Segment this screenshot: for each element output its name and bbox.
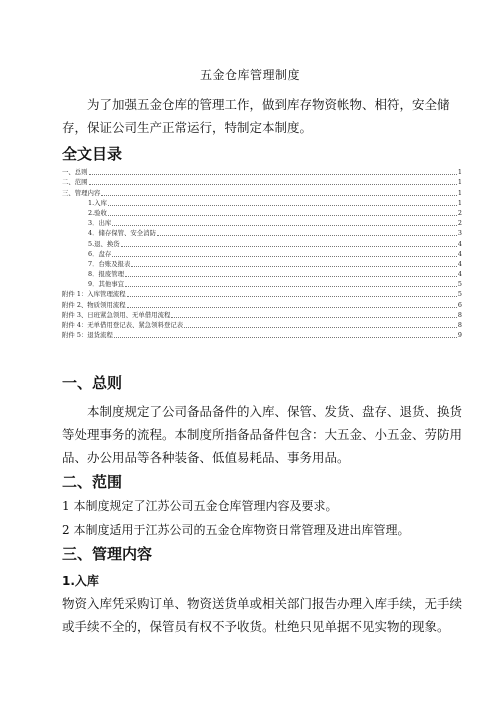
toc-leader-dots bbox=[157, 235, 457, 236]
toc-entry-label: 2.验收 bbox=[88, 208, 107, 217]
toc-entry-label: 6．盘存 bbox=[88, 249, 112, 258]
toc-entry-page: 8 bbox=[457, 321, 462, 329]
toc-entry[interactable] bbox=[62, 187, 462, 197]
toc-entry-page: 9 bbox=[457, 331, 462, 340]
toc-entry-page: 1 bbox=[457, 188, 462, 197]
toc-entry[interactable] bbox=[62, 279, 462, 289]
toc-entry-label: 附件 2、物质领用流程 bbox=[62, 300, 126, 309]
toc-entry[interactable] bbox=[62, 218, 462, 228]
toc-entry-label: 4．储存保管、安全消防 bbox=[88, 229, 156, 238]
section-2-heading: 二、范围 bbox=[62, 473, 123, 491]
toc-leader-dots bbox=[112, 256, 457, 257]
toc-leader-dots bbox=[131, 266, 457, 267]
toc-entry[interactable] bbox=[62, 269, 462, 279]
section-2-item-1: 1 本制度规定了江苏公司五金仓库管理内容及要求。 bbox=[62, 499, 338, 513]
toc-entry-label: 1.入库 bbox=[88, 198, 107, 207]
toc-entry-page: 4 bbox=[457, 270, 462, 279]
toc-entry-page: 2 bbox=[457, 208, 462, 217]
toc-leader-dots bbox=[89, 184, 457, 185]
toc-heading: 全文目录 bbox=[62, 145, 123, 163]
toc-entry-page: 4 bbox=[457, 249, 462, 258]
toc-leader-dots bbox=[127, 296, 457, 297]
toc-entry-page: 1 bbox=[457, 168, 462, 177]
intro-paragraph: 为了加强五金仓库的管理工作，做到库存物资帐物、相符，安全储存，保证公司生产正常运行，特制定本制度。 bbox=[62, 97, 450, 135]
toc-leader-dots bbox=[108, 215, 457, 216]
toc-entry[interactable] bbox=[62, 198, 462, 208]
toc-entry[interactable] bbox=[62, 167, 462, 177]
document-title: 五金仓库管理制度 bbox=[199, 68, 300, 82]
toc-entry-label: 三、管理内容 bbox=[62, 188, 101, 197]
toc-entry-label: 附件 3、日班紧急领用、无单借用流程 bbox=[62, 310, 171, 319]
toc-entry[interactable] bbox=[62, 228, 462, 238]
toc-entry-page: 1 bbox=[457, 198, 462, 207]
toc-entry[interactable] bbox=[62, 177, 462, 187]
toc-entry-page: 8 bbox=[457, 310, 462, 319]
section-3-sub-1-body: 物资入库凭采购订单、物资送货单或相关部门报告办理入库手续，无手续或手续不全的，保管员有权不予收货。杜绝只见单据不见实物的现象。 bbox=[62, 596, 463, 634]
toc-entry-label: 一、总则 bbox=[62, 168, 88, 177]
toc-entry[interactable] bbox=[62, 289, 462, 299]
toc-entry[interactable] bbox=[62, 249, 462, 259]
toc-leader-dots bbox=[171, 317, 457, 318]
toc-entry[interactable] bbox=[62, 238, 462, 248]
toc-entry-page: 5 bbox=[457, 280, 462, 289]
toc-entry-page: 5 bbox=[457, 290, 462, 299]
toc-entry-page: 1 bbox=[457, 178, 462, 187]
toc-leader-dots bbox=[125, 286, 457, 287]
toc-entry[interactable] bbox=[62, 299, 462, 309]
toc-entry-page: 2 bbox=[457, 219, 462, 228]
toc-entry-page: 4 bbox=[457, 239, 462, 248]
toc-leader-dots bbox=[89, 174, 457, 175]
section-1-body: 本制度规定了公司备品备件的入库、保管、发货、盘存、退货、换货等处理事务的流程。本制度所指备品备件包含：大五金、小五金、劳防用品、办公用品等各种装备、低值易耗品、事务用品。 bbox=[62, 404, 463, 465]
toc-leader-dots bbox=[112, 225, 457, 226]
toc-leader-dots bbox=[108, 205, 457, 206]
toc-entry[interactable] bbox=[62, 259, 462, 269]
toc-leader-dots bbox=[101, 195, 457, 196]
table-of-contents bbox=[62, 167, 462, 340]
section-3-heading: 三、管理内容 bbox=[62, 545, 153, 563]
toc-entry-page: 4 bbox=[457, 259, 462, 268]
toc-entry-label: 7．台账及报表 bbox=[88, 259, 131, 268]
section-3-sub-1-heading: 1.入库 bbox=[62, 574, 99, 588]
toc-leader-dots bbox=[127, 307, 457, 308]
toc-entry-label: 8．报废管理 bbox=[88, 270, 125, 279]
toc-leader-dots bbox=[125, 276, 457, 277]
toc-leader-dots bbox=[184, 327, 457, 328]
toc-entry[interactable] bbox=[62, 330, 462, 340]
toc-entry-label: 二、范围 bbox=[62, 178, 88, 187]
toc-entry-label: 3．出库 bbox=[88, 219, 112, 228]
toc-entry-label: 5.退、换货 bbox=[88, 239, 120, 248]
section-2-item-2: 2 本制度适用于江苏公司的五金仓库物资日常管理及进出库管理。 bbox=[62, 523, 410, 537]
toc-entry[interactable] bbox=[62, 208, 462, 218]
toc-entry-page: 3 bbox=[457, 229, 462, 238]
toc-entry[interactable] bbox=[62, 320, 462, 330]
toc-leader-dots bbox=[114, 337, 457, 338]
section-1-heading: 一、总则 bbox=[62, 374, 123, 392]
toc-entry-label: 附件 4：无单借用登记表、紧急领料登记表 bbox=[62, 321, 184, 329]
toc-entry-label: 附件 5：退货流程 bbox=[62, 331, 113, 340]
toc-entry-label: 附件 1：入库管理流程 bbox=[62, 290, 126, 299]
toc-entry-page: 6 bbox=[457, 300, 462, 309]
toc-entry-label: 9．其他事宜 bbox=[88, 280, 125, 289]
toc-leader-dots bbox=[121, 246, 457, 247]
toc-entry[interactable] bbox=[62, 310, 462, 320]
